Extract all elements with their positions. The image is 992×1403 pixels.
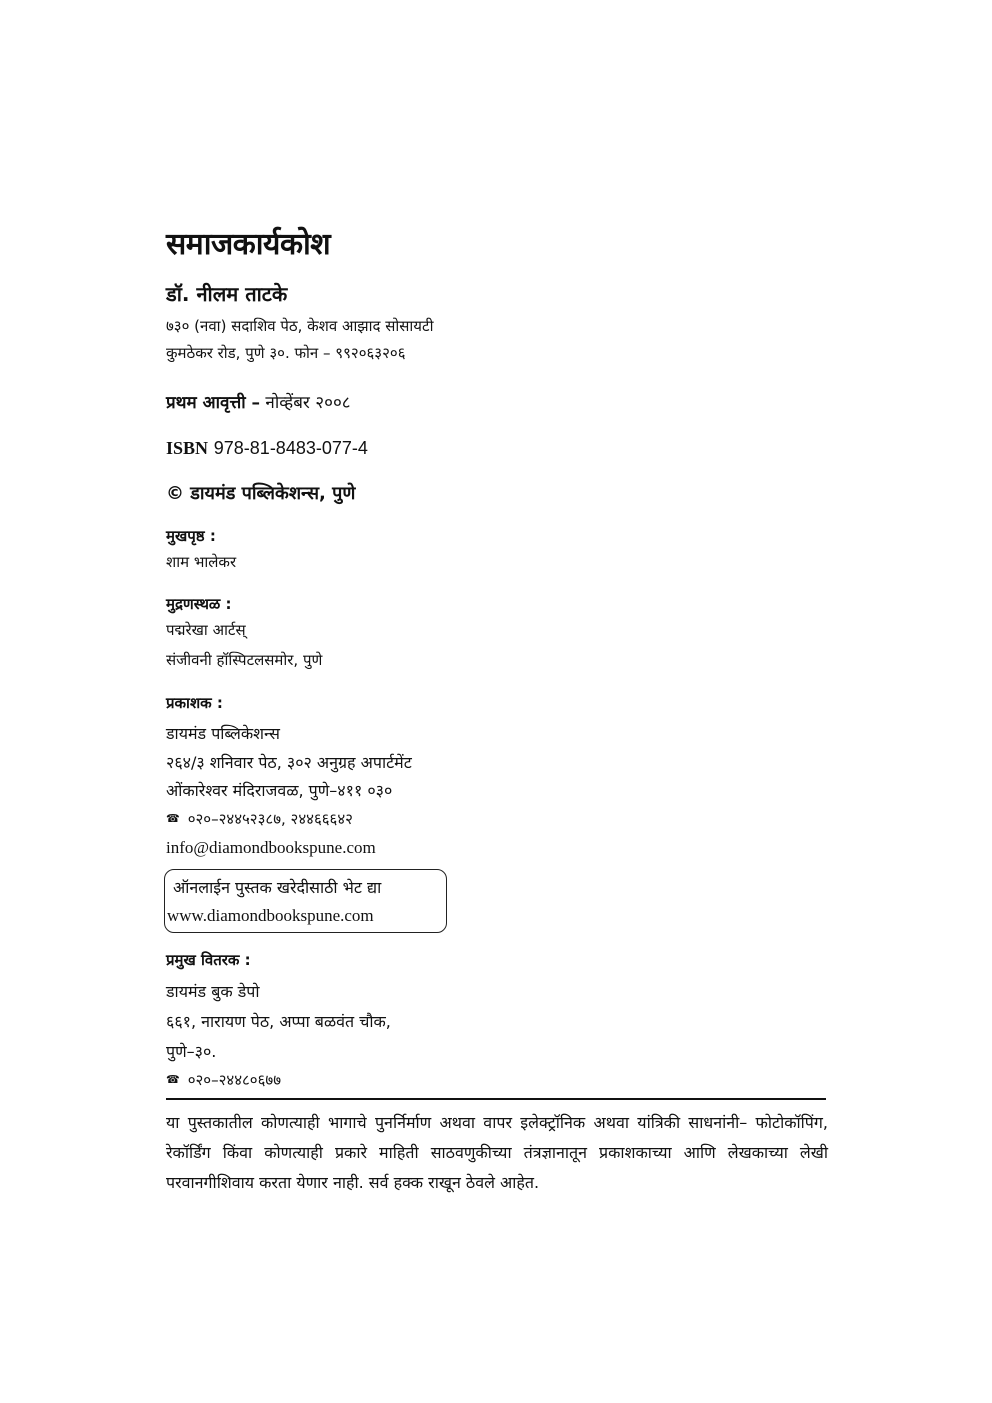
publisher-email[interactable]: info@diamondbookspune.com [166,838,376,857]
telephone-icon: ☎ [166,1073,180,1086]
telephone-icon: ☎ [166,812,180,825]
edition-info [166,390,351,413]
printer-line-2: संजीवनी हॉस्पिटलसमोर, पुणे [166,651,323,669]
distributor-line-2: ६६१, नारायण पेठ, अप्पा बळवंत चौक, [166,1012,391,1031]
distributor-line-3: पुणे–३०. [166,1042,217,1061]
copyright-page [166,0,828,1403]
printer-line-1: पद्मरेखा आर्टस् [166,621,246,639]
author-address-line-2: कुमठेकर रोड, पुणे ३०. फोन – ९९२०६३२०६ [166,344,406,362]
publisher-line-1: डायमंड पब्लिकेशन्स [166,724,280,743]
edition-label: प्रथम आवृत्ती – [166,393,261,413]
publisher-line-2: २६४/३ शनिवार पेठ, ३०२ अनुग्रह अपार्टमेंट [166,753,412,772]
online-purchase-box [164,869,447,933]
divider-rule [166,1098,826,1100]
distributor-heading: प्रमुख वितरक : [166,951,251,969]
distributor-phone [166,1070,281,1090]
cover-designer-name: शाम भालेकर [166,553,237,571]
publisher-heading: प्रकाशक : [166,694,223,712]
isbn-label: ISBN [166,438,209,458]
printer-heading: मुद्रणस्थळ : [166,595,232,613]
online-purchase-text: ऑनलाईन पुस्तक खरेदीसाठी भेट द्या [173,878,382,897]
publisher-phone-number: ०२०–२४४५२३८७, २४४६६६४२ [187,810,353,828]
rights-notice: या पुस्तकातील कोणत्याही भागाचे पुनर्निर्माण अथवा वापर इलेक्ट्रॉनिक अथवा यांत्रिकी साधनांनी– फोटोकॉपिंग, रेकॉर्डिंग किंवा कोणत्याही प्रकारे माहिती साठवणुकीच्या तंत्रज्ञानातून प्रकाशकाच्या आणि लेखकाच्या लेखी परवानगीशिवाय करता येणार नाही. सर्व हक्क राखून ठेवले आहेत. [166,1113,828,1192]
publisher-phone [166,809,353,829]
isbn-info [166,438,368,459]
edition-date: नोव्हेंबर २००८ [265,393,351,413]
website-link[interactable]: www.diamondbookspune.com [167,906,374,925]
copyright-notice: © डायमंड पब्लिकेशन्स, पुणे [166,483,356,504]
distributor-line-1: डायमंड बुक डेपो [166,982,260,1001]
author-address-line-1: ७३० (नवा) सदाशिव पेठ, केशव आझाद सोसायटी [166,317,434,335]
cover-designer-heading: मुखपृष्ठ : [166,527,216,545]
author-name: डॉ. नीलम ताटके [166,282,288,306]
distributor-phone-number: ०२०–२४४८०६७७ [187,1071,282,1089]
isbn-number: 978-81-8483-077-4 [213,438,368,458]
book-title: समाजकार्यकोश [166,227,331,262]
publisher-line-3: ओंकारेश्वर मंदिराजवळ, पुणे–४११ ०३० [166,781,393,800]
